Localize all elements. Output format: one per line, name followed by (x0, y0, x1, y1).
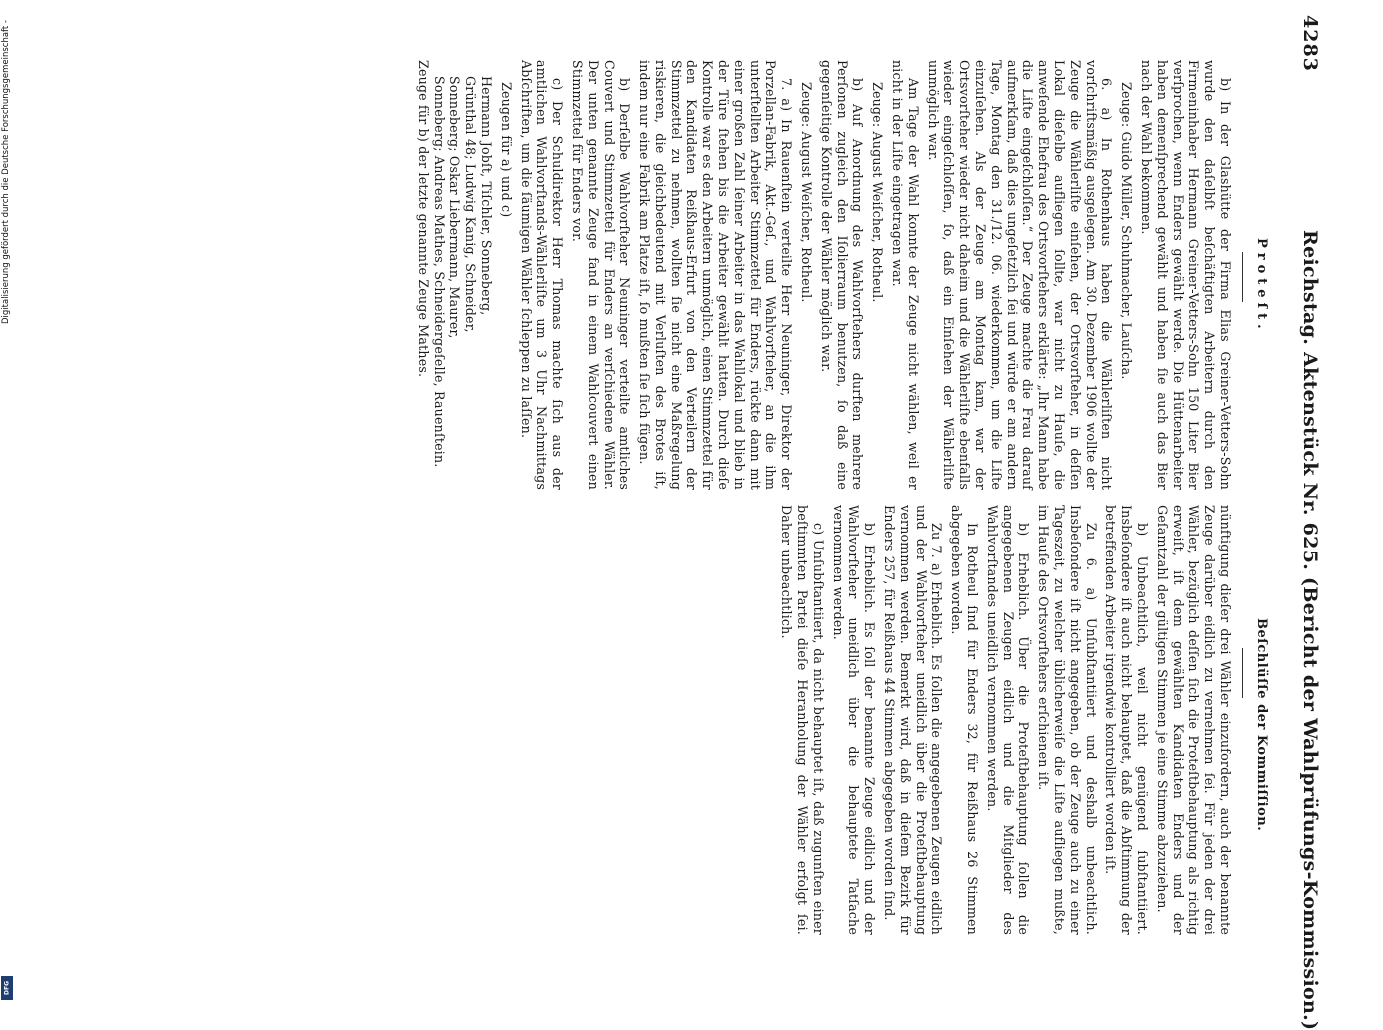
protest-paragraph: b) Derſelbe Wahlvorſteher Neuninger verteilte amtliches Couvert und Stimmzettel für Enders an verſchiedene Wähler. Der unten genannte Zeuge fand in einem Wahlcouvert einen Stimmzettel für Enders vor. (569, 60, 633, 490)
protest-paragraph: b) Auf Anordnung des Wahlvorſtehers durften mehrere Perſonen zugleich den Iſolierraum benutzen, ſo daß eine gegenſeitige Kontrolle der Wähler möglich war. (818, 60, 866, 490)
witness-line: Zeuge: August Weiſcher, Rotheul. (799, 82, 815, 303)
right-column-heading: Beſchlüſſe der Kommiſſion. (1254, 618, 1269, 832)
final-witness: Zeuge für b) der letzte genannte Zeuge Mathes. (415, 60, 431, 378)
dfg-logo: DFG (1, 976, 13, 1000)
decision-paragraph: Zu 6. a) Unſubſtantiiert und deshalb unbeachtlich. Insbeſondere iſt nicht angegeben, ob der Zeuge auch zu einer Tageszeit, zu welcher üblicherweiſe die Liſte aufliegen mußte, im Hauſe des Ortsvorſtehers erſchienen iſt. (1036, 505, 1099, 935)
divider (1242, 648, 1243, 698)
protest-column (411, 60, 1233, 490)
witness-line: Zeuge: August Weiſcher, Rotheul. (870, 82, 886, 303)
witness-list-item: Hermann Jobſt, Tiſchler, Sonneberg, (478, 76, 494, 316)
decision-paragraph: b) Erheblich. Über die Proteſtbehauptung ſollen die angegebenen Zeugen eidlich und die Mitglieder des Wahlvorſtandes uneidlich vernommen werden. (984, 505, 1032, 935)
left-column-heading: Proteſt. (1254, 238, 1269, 334)
witness-line: Zeuge: Guido Müller, Schuhmacher, Lauſcha. (1119, 82, 1135, 380)
witness-list-item: Sonneberg; Oskar Liebermann, Maurer, (447, 76, 463, 339)
protest-paragraph: b) In der Glashütte der Firma Elias Greiner-Vetters-Sohn wurde den daſelbſt beſchäftigten Arbeitern durch den Firmeninhaber Hermann Greiner-Vetters-Sohn 150 Liter Bier verſprochen, wenn Enders gewählt werde. Die Hüttenarbeiter haben demenſprechend gewählt und haben ſie auch das Bier nach der Wahl bekommen. (1139, 60, 1233, 490)
credit-text: Digitalisierung gefördert durch die Deutsche Forschungsgemeinschaft - (1, 20, 11, 324)
protest-paragraph: c) Der Schuldirektor Herr Thomas machte ſich aus der amtlichen Wahlvorſtands-Wählerliſte um 3 Uhr Nachmittags Abſchriften, um die ſäumigen Wähler ſchleppen zu laſſen. (518, 60, 566, 490)
digitization-credit (1, 10, 13, 995)
witness-list-item: Grünthal 48; Ludwig Kanig, Schneider, (463, 76, 479, 333)
decision-paragraph: c) Unſubſtantiiert, da nicht behauptet iſt, daß zugunſten einer beſtimmten Partei dieſe Heranholung der Wähler erfolgt ſei. Daher unbeachtlich. (779, 505, 826, 935)
witness-intro: Zeugen für a) und c) (498, 82, 514, 218)
protest-paragraph: Am Tage der Wahl konnte der Zeuge nicht wählen, weil er nicht in der Liſte eingetragen war. (890, 60, 921, 490)
protest-paragraph: 7. a) In Rauenſtein verteilte Herr Neuninger, Direktor der Porzellan-Fabrik, Akt.-Geſ., und Wahlvorſteher, an die ihm unterſtellten Arbeiter Stimmzettel für Enders, rückte dann mit einer großen Zahl ſeiner Arbeiter in das Wahllokal und blieb in der Türe ſtehen bis die Arbeiter gewählt hatten. Durch dieſe Kontrolle war es den Arbeitern unmöglich, einen Stimmzettel für den Kandidaten Reißhaus-Erfurt von den Verteilern der Stimmzettel zu nehmen, wollten ſie nicht eine Maßregelung riskieren, die gleichbedeutend mit Verluſten des Brotes iſt, indem nur eine Fabrik am Platze iſt, ſo mußten ſie ſich fügen. (637, 60, 795, 490)
decisions-column (774, 505, 1233, 935)
decision-paragraph: Zu 7. a) Erheblich. Es ſollen die angegebenen Zeugen eidlich und der Wahlvorſteher uneidlich über die Proteſtbehauptung vernommen werden. Bemerkt wird, daß in dieſem Bezirk für Enders 257, für Reißhaus 44 Stimmen abgegeben worden ſind. (882, 505, 945, 935)
page-number: 4283 (1299, 15, 1321, 72)
divider (1242, 252, 1243, 302)
witness-list-item: Sonneberg; Andreas Mathes, Schneidergeſelle, Rauenſtein. (431, 76, 447, 468)
witness-list (431, 60, 494, 490)
protest-paragraph: 6. a) In Rothenhaus haben die Wählerliſten nicht vorſchriftsmäßig ausgelegen. Am 30. Dezember 1906 wollte der Zeuge die Wählerliſte einſehen, der Ortsvorſteher, in deſſen Lokal dieſelbe aufliegen ſollte, war nicht zu Hauſe, die anweſende Ehefrau des Ortsvorſtehers erklärte: „Ihr Mann habe die Liſte eingeſchloſſen.“ Der Zeuge machte die Frau darauf aufmerkſam, daß dies ungeſetzlich ſei und würde er am andern Tage, Montag den 31./12. 06. wiederkommen, um die Liſte einzuſehen. Als der Zeuge am Montag kam, war der Ortsvorſteher wieder nicht daheim und die Wählerliſte ebenfalls wieder eingeſchloſſen, ſo, daß ein Einſehen der Wählerliſte unmöglich war. (925, 60, 1115, 490)
decision-paragraph: b) Erheblich. Es ſoll der benannte Zeuge eidlich und der Wahlvorſteher uneidlich über die behauptete Tatſache vernommen werden. (830, 505, 878, 935)
decision-paragraph: In Rotheul ſind für Enders 32, für Reißhaus 26 Stimmen abgegeben worden. (949, 505, 981, 935)
decision-paragraph: b) Unbeachtlich, weil nicht genügend ſubſtantiiert. Insbeſondere iſt auch nicht behauptet, daß die Abſtimmung der betreffenden Arbeiter irgendwie kontrolliert worden iſt. (1103, 505, 1151, 935)
page-title: Reichstag. Aktenstück Nr. 625. (Bericht der Wahlprüfungs-Kommission.) (1299, 230, 1321, 1030)
decision-paragraph: nünftigung dieſer drei Wähler einzufordern, auch der benannte Zeuge darüber eidlich zu vernehmen ſei. Für jeden der drei Wähler, bezüglich deſſen ſich die Proteſtbehauptung als richtig erweiſt, iſt dem gewählten Kandidaten Enders und der Geſamtzahl der gültigen Stimmen je eine Stimme abzuziehen. (1154, 505, 1233, 935)
